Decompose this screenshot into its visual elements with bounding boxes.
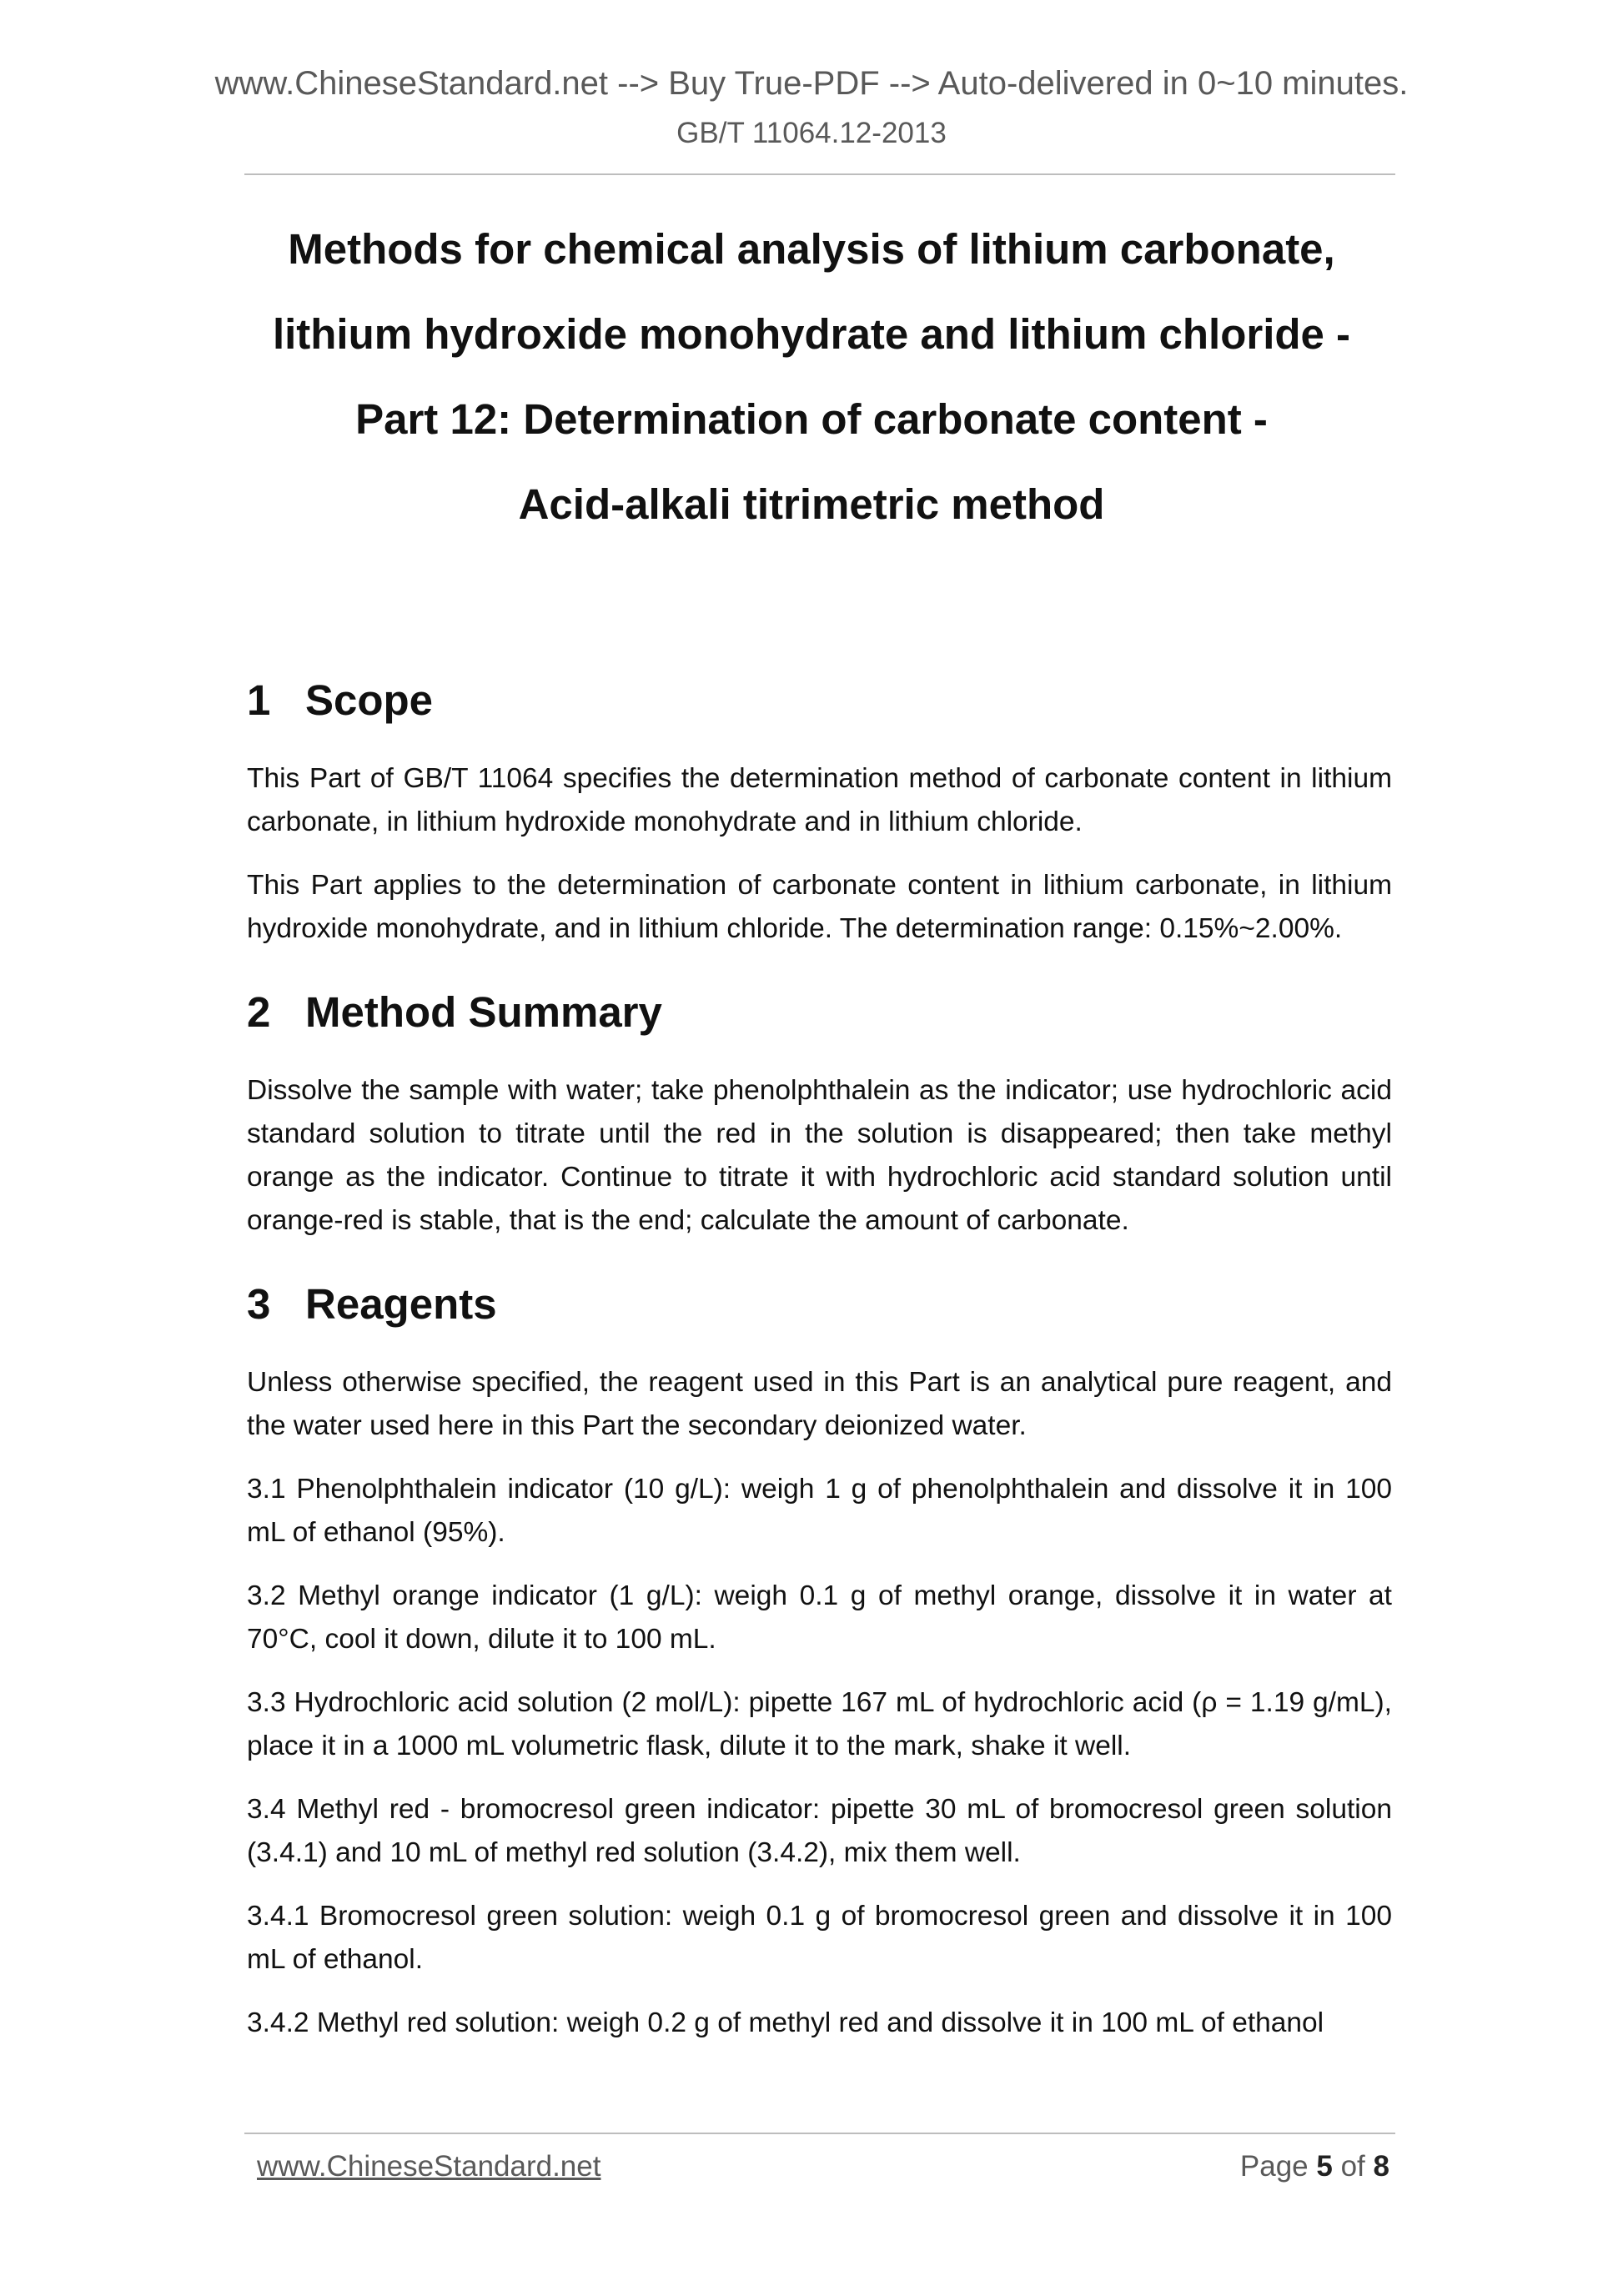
header-banner: www.ChineseStandard.net --> Buy True-PDF --> Auto-delivered in 0~10 minutes. (214, 65, 1409, 102)
document-code: GB/T 11064.12-2013 (676, 117, 947, 149)
title-line-4: Acid-alkali titrimetric method (518, 480, 1105, 528)
title-line-2: lithium hydroxide monohydrate and lithium chloride - (272, 310, 1351, 358)
section-title: Method Summary (305, 988, 662, 1036)
scope-paragraph-2: This Part applies to the determination of carbonate content in lithium carbonate, in lithium hydroxide monohydrate, and in lithium chloride. The determination range: 0.15%~2.00%. (247, 870, 1392, 944)
document-title (209, 207, 1414, 547)
page-word: Page (1239, 2150, 1309, 2183)
page-total: 8 (1373, 2150, 1389, 2183)
reagent-3-3: 3.3 Hydrochloric acid solution (2 mol/L): pipette 167 mL of hydrochloric acid (ρ = 1.19 g/mL), place it in a 1000 mL volumetric flask, dilute it to the mark, shake it well. (247, 1687, 1392, 1761)
section-number: 1 (247, 676, 271, 724)
document-body (247, 659, 1392, 2065)
footer-website-link[interactable]: www.ChineseStandard.net (257, 2150, 601, 2183)
page-current: 5 (1316, 2150, 1333, 2183)
header-divider (244, 173, 1395, 175)
page-indicator (1240, 2150, 1389, 2183)
section-title: Reagents (305, 1280, 497, 1328)
reagents-intro: Unless otherwise specified, the reagent used in this Part is an analytical pure reagent, and the water used here in this Part the secondary deionized water. (247, 1367, 1392, 1441)
reagent-3-4-1: 3.4.1 Bromocresol green solution: weigh 0.1 g of bromocresol green and dissolve it in 100 mL of ethanol. (247, 1901, 1392, 1975)
reagent-3-2: 3.2 Methyl orange indicator (1 g/L): weigh 0.1 g of methyl orange, dissolve it in water at 70°C, cool it down, dilute it to 100 mL. (247, 1580, 1392, 1655)
title-line-3: Part 12: Determination of carbonate content - (355, 395, 1268, 443)
page-footer (257, 2150, 1389, 2192)
section-heading-method-summary (247, 971, 1392, 1054)
reagent-3-1: 3.1 Phenolphthalein indicator (10 g/L): weigh 1 g of phenolphthalein and dissolve it in 100 mL of ethanol (95%). (247, 1474, 1392, 1548)
section-number: 3 (247, 1280, 271, 1328)
scope-paragraph-1: This Part of GB/T 11064 specifies the determination method of carbonate content in lithium carbonate, in lithium hydroxide monohydrate and in lithium chloride. (247, 763, 1392, 837)
section-heading-reagents (247, 1263, 1392, 1346)
section-title: Scope (305, 676, 434, 724)
title-line-1: Methods for chemical analysis of lithium carbonate, (288, 225, 1335, 273)
method-summary-paragraph: Dissolve the sample with water; take phenolphthalein as the indicator; use hydrochloric acid standard solution to titrate until the red in the solution is disappeared; then take methyl orange as the indicator. Continue to titrate it with hydrochloric acid standard solution until orange-red is stable, that is the end; calculate the amount of carbonate. (247, 1075, 1392, 1236)
reagent-3-4-2: 3.4.2 Methyl red solution: weigh 0.2 g of methyl red and dissolve it in 100 mL of ethanol (247, 2007, 1324, 2038)
footer-divider (244, 2133, 1395, 2134)
section-number: 2 (247, 988, 271, 1036)
section-heading-scope (247, 659, 1392, 742)
page-of-word: of (1340, 2150, 1365, 2183)
reagent-3-4: 3.4 Methyl red - bromocresol green indicator: pipette 30 mL of bromocresol green solution (3.4.1) and 10 mL of methyl red solution (3.4.2), mix them well. (247, 1794, 1392, 1868)
